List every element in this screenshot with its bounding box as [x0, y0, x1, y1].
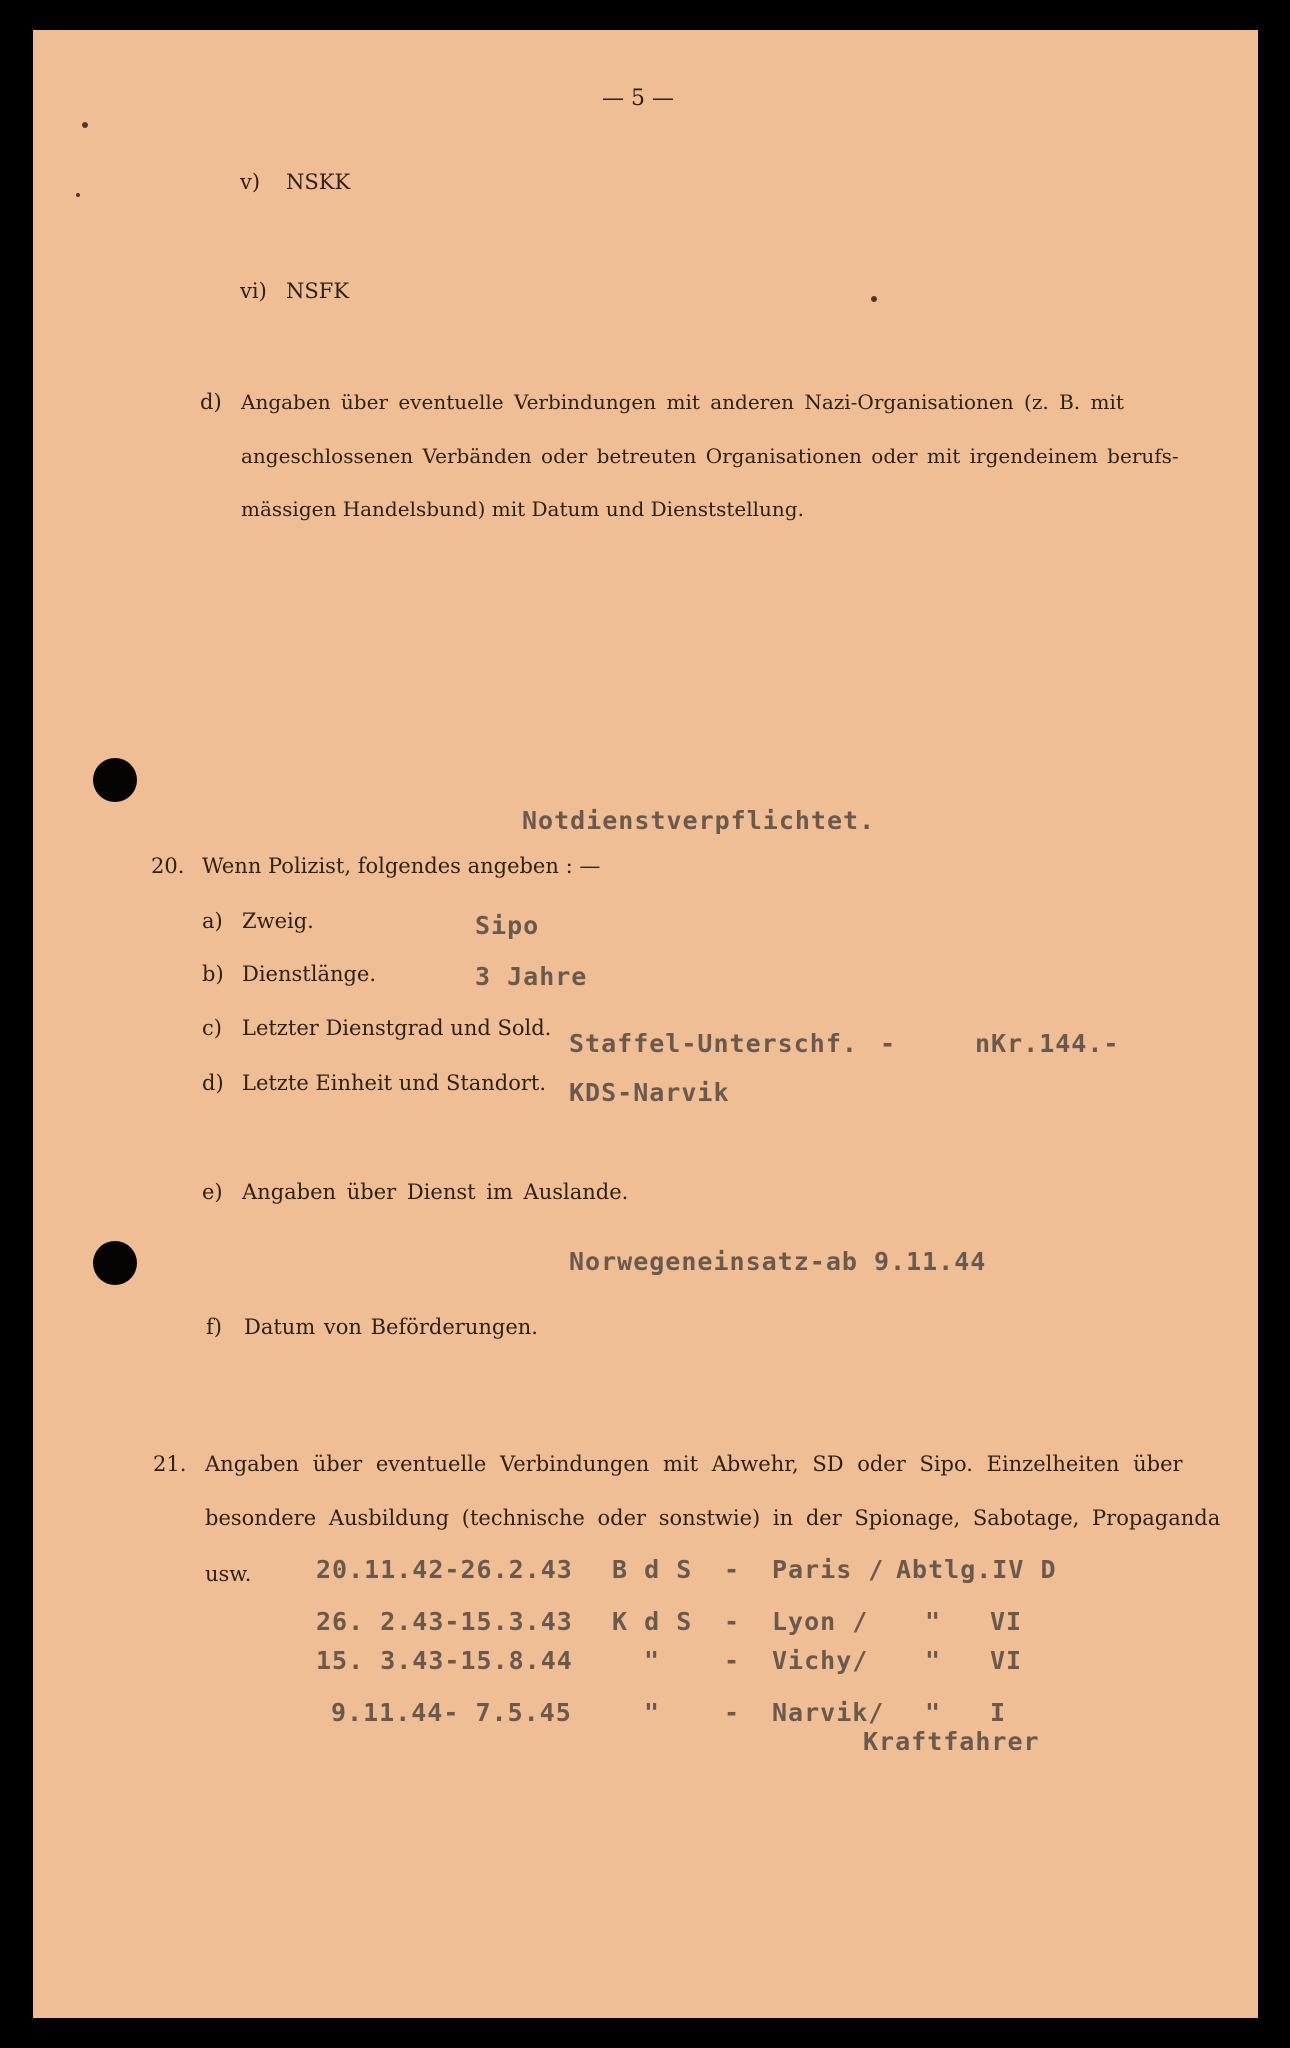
item-d-line: Angaben über eventuelle Verbindungen mit anderen Nazi-Organisationen (z. B. mit: [241, 390, 1124, 414]
row-dept: ": [925, 1698, 942, 1727]
q20-c-label: c): [202, 1016, 222, 1040]
question-21-line-text: Angaben über eventuelle Verbindungen mit Abwehr, SD oder Sipo. Einzelheiten über: [205, 1452, 1183, 1476]
row-place: Narvik/: [772, 1698, 885, 1727]
q20-e-answer: Norwegeneinsatz-ab 9.11.44: [569, 1247, 987, 1276]
row-dates: 20.11.42-26.2.43: [316, 1555, 573, 1584]
q20-e-text: Angaben über Dienst im Auslande.: [242, 1180, 629, 1204]
q20-c-dash: -: [880, 1029, 897, 1058]
question-20-text: Wenn Polizist, folgendes angeben : —: [202, 854, 601, 878]
row-office: ": [644, 1698, 661, 1727]
q20-c-text: Letzter Dienstgrad und Sold.: [242, 1016, 552, 1040]
punch-hole-bottom: [93, 1241, 137, 1285]
typed-heading: Notdienstverpflichtet.: [522, 806, 876, 835]
q20-a-label: a): [202, 909, 223, 933]
row-dates: 9.11.44- 7.5.45: [331, 1698, 572, 1727]
page-number: — 5 —: [602, 86, 674, 111]
q20-c-answer: Staffel-Unterschf.: [569, 1029, 858, 1058]
q20-b-text: Dienstlänge.: [242, 962, 377, 986]
item-vi-label: vi): [240, 279, 267, 303]
row-num: VI: [990, 1646, 1023, 1675]
row-office: ": [644, 1646, 661, 1675]
q20-e-label: e): [202, 1180, 223, 1204]
item-v-label: v): [240, 170, 261, 194]
q20-f-text: Datum von Beförderungen.: [244, 1315, 538, 1339]
row-dept: ": [925, 1646, 942, 1675]
punch-hole-top: [93, 758, 137, 802]
question-20-number: 20.: [151, 854, 185, 878]
q20-b-answer: 3 Jahre: [475, 962, 588, 991]
question-21-number: 21.: [153, 1452, 187, 1476]
item-vi-text: NSFK: [286, 279, 350, 303]
row-dash: -: [724, 1698, 741, 1727]
item-d-line: angeschlossenen Verbänden oder betreuten Organisationen oder mit irgendeinem berufs-: [241, 444, 1179, 468]
q20-c-pay: nKr.144.-: [975, 1029, 1120, 1058]
row-place: Lyon /: [772, 1607, 869, 1636]
row-office: B d S: [612, 1555, 693, 1584]
row-dash: -: [724, 1646, 741, 1675]
row-office: K d S: [612, 1607, 693, 1636]
q20-b-label: b): [202, 962, 224, 986]
question-21-line: [205, 1452, 1183, 1476]
ink-speck: [76, 193, 80, 197]
item-d-line: mässigen Handelsbund) mit Datum und Dienststellung.: [241, 497, 804, 521]
row-place: Paris /: [772, 1555, 885, 1584]
q20-a-answer: Sipo: [475, 911, 540, 940]
row-num: VI: [990, 1607, 1023, 1636]
row-note: Kraftfahrer: [863, 1727, 1040, 1756]
q20-d-answer: KDS-Narvik: [569, 1078, 730, 1107]
item-v-text: NSKK: [286, 170, 351, 194]
ink-speck: [82, 122, 88, 128]
row-dates: 15. 3.43-15.8.44: [316, 1646, 573, 1675]
row-dash: -: [724, 1555, 741, 1584]
q20-d-label: d): [202, 1071, 224, 1095]
row-dept: Abtlg.IV D: [896, 1555, 1057, 1584]
row-dash: -: [724, 1607, 741, 1636]
question-21-line: besondere Ausbildung (technische oder sonstwie) in der Spionage, Sabotage, Propaganda: [205, 1506, 1221, 1530]
row-place: Vichy/: [772, 1646, 869, 1675]
row-num: I: [990, 1698, 1007, 1727]
item-d-label: d): [200, 390, 222, 414]
q20-f-label: f): [206, 1315, 222, 1339]
row-dept: ": [925, 1607, 942, 1636]
q20-a-text: Zweig.: [242, 909, 314, 933]
question-21-line: usw.: [205, 1562, 252, 1586]
row-dates: 26. 2.43-15.3.43: [316, 1607, 573, 1636]
q20-d-text: Letzte Einheit und Standort.: [242, 1071, 547, 1095]
ink-speck: [871, 296, 877, 302]
